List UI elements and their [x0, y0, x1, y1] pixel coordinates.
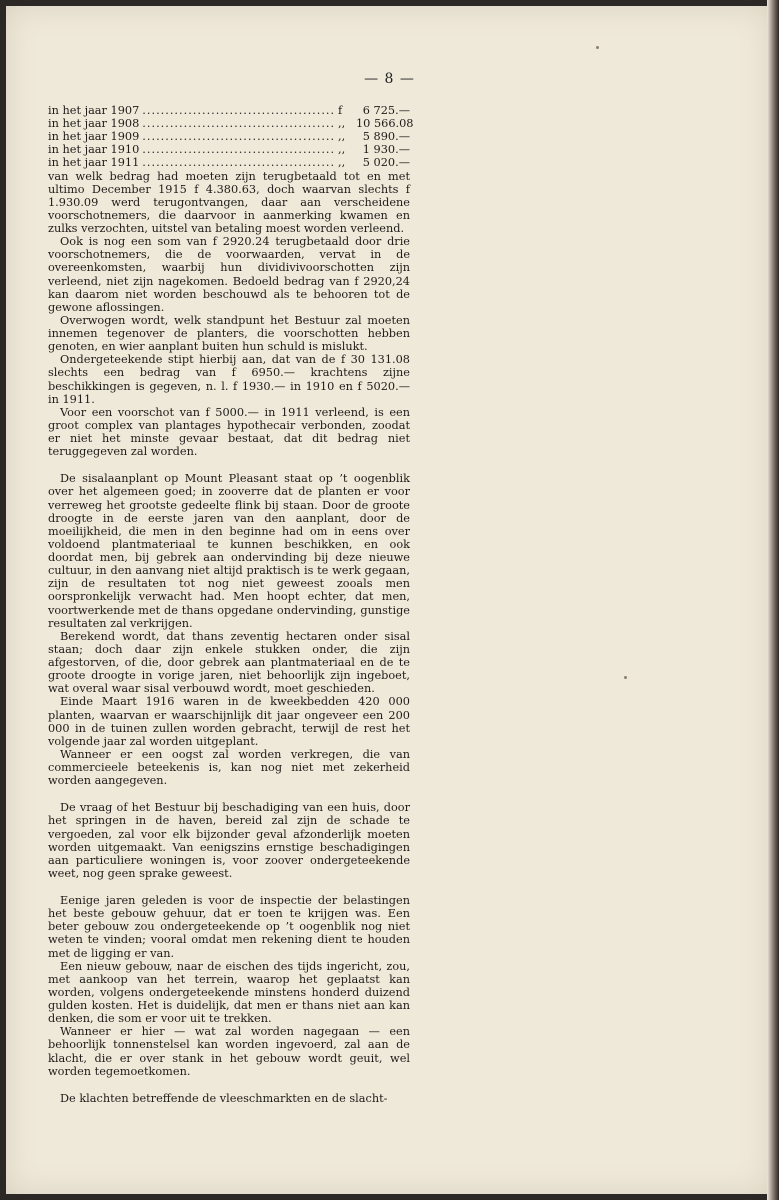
ledger-row — [48, 156, 410, 169]
ledger-amount: 5 020.— — [362, 156, 410, 170]
paragraph: Berekend wordt, dat thans zeventig hectaren onder sisal staan; doch daar zijn enkele stukken onder, die zijn afgestorven, of die, door gebrek aan plantmateriaal en de te groote droogte in vorige jaren, niet behoorlijk zijn ingeboet, wat overal waar sisal verbouwd wordt, moet geschieden. — [48, 629, 410, 696]
ledger-year: in het jaar 1907 — [48, 104, 140, 117]
ledger-row — [48, 130, 410, 143]
section-gap — [48, 458, 410, 472]
ledger-currency: ,, — [338, 143, 346, 157]
ledger-row — [48, 143, 410, 156]
leader-dots — [142, 143, 335, 156]
paragraph: Voor een voorschot van f 5000.— in 1911 verleend, is een groot complex van plantages hypothecair verbonden, zoodat er niet het minste gevaar bestaat, dat dit bedrag niet teruggegeven zal worden. — [48, 405, 410, 459]
paragraph: Eenige jaren geleden is voor de inspectie der belastingen het beste gebouw gehuur, dat er toen te krijgen was. Een beter gebouw zou ondergeteekende op ’t oogenblik nog niet weten te vinden; vooral omdat men rekening dient te houden met de ligging er van. — [48, 894, 410, 960]
paragraph: Einde Maart 1916 waren in de kweekbedden 420 000 planten, waarvan er waarschijnlijk dit jaar ongeveer een 200 000 in de tuinen zullen worden gebracht, terwijl de rest het volgende jaar zal worden uitgeplant. — [48, 695, 410, 748]
paragraph: De vraag of het Bestuur bij beschadiging van een huis, door het springen in de haven, bereid zal zijn de schade te vergoeden, zal voor elk bijzonder geval afzonderlijk moeten worden uitgemaakt. Van eenigszins ernstige beschadigingen aan particuliere woningen is, voor zoover ondergeteekende weet, nog geen sprake geweest. — [48, 801, 410, 880]
ledger-year: in het jaar 1910 — [48, 143, 140, 157]
paragraph: De klachten betreffende de vleeschmarkten en de slacht- — [60, 1091, 388, 1105]
leader-dots — [142, 104, 335, 117]
paragraph: De sisalaanplant op Mount Pleasant staat op ’t oogenblik over het algemeen goed; in zooverre dat de planten er voor verreweg het grootste gedeelte flink bij staan. Door de groote droogte in de eerste jaren van den aanplant, door de moeilijkheid, die men in den beginne had om in eens over voldoend plantmateriaal te kunnen beschikken, en ook doordat men, bij gebrek aan ondervinding bij deze nieuwe cultuur, in den aanvang niet altijd praktisch is te werk gegaan, zijn de resultaten tot nog niet geweest zooals men oorspronkelijk verwacht had. Men hoopt echter, dat men, voortwerkende met de thans opgedane ondervinding, gunstige resultaten zal verkrijgen. — [48, 472, 410, 630]
paragraph: Wanneer er een oogst zal worden verkregen, die van commercieele beteekenis is, kan nog niet met zekerheid worden aangegeven. — [48, 747, 410, 788]
paragraph: Ondergeteekende stipt hierbij aan, dat van de f 30 131.08 slechts een bedrag van f 6950.— krachtens zijne beschikkingen is gegeven, n. l. f 1930.— in 1910 en f 5020.— in 1911. — [48, 353, 410, 406]
section-gap — [48, 1078, 410, 1092]
section-gap — [48, 880, 410, 894]
leader-dots — [142, 117, 335, 130]
paragraph: Een nieuw gebouw, naar de eischen des tijds ingericht, zou, met aankoop van het terrein, waarop het geplaatst kan worden, volgens ondergeteekende minstens honderd duizend gulden kosten. Het is duidelijk, dat men er thans niet aan kan denken, die som er voor uit te trekken. — [48, 959, 410, 1026]
paragraph: Overwogen wordt, welk standpunt het Bestuur zal moeten innemen tegenover de planters, die voorschotten hebben genoten, en wier aanplant buiten hun schuld is mislukt. — [48, 313, 410, 354]
ledger-row — [48, 104, 410, 117]
paragraph: van welk bedrag had moeten zijn terugbetaald tot en met ultimo December 1915 f 4.380.63, doch waarvan slechts f 1.930.09 werd terugontvangen, daar aan verscheidene voorschotnemers, die daarvoor in aanmerking kwamen en zulks verzochten, uitstel van betaling moest worden verleend. — [48, 169, 410, 236]
paragraph: Wanneer er hier — wat zal worden nagegaan — een behoorlijk tonnenstelsel kan worden ingevoerd, zal aan de klacht, die er over stank in het gebouw wordt geuit, wel worden tegemoetkomen. — [48, 1025, 410, 1078]
ledger-amount: 5 890.— — [362, 130, 410, 144]
speck — [596, 46, 599, 49]
ledger-amount: 1 930.— — [362, 143, 410, 157]
ledger-currency: f — [338, 104, 343, 117]
ledger-year: in het jaar 1911 — [48, 156, 140, 170]
payment-ledger — [48, 104, 414, 170]
page-number: — 8 — — [364, 71, 415, 87]
ledger-row — [48, 117, 414, 131]
ledger-currency: ,, — [338, 117, 346, 131]
ledger-currency: ,, — [338, 130, 346, 144]
ledger-amount: 6 725.— — [362, 104, 410, 117]
ledger-year: in het jaar 1908 — [48, 117, 140, 131]
leader-dots — [142, 156, 335, 169]
ledger-year: in het jaar 1909 — [48, 130, 140, 144]
paragraph: Ook is nog een som van f 2920.24 terugbetaald door drie voorschotnemers, die de voorwaarden, vervat in de overeenkomsten, waarbij hun dividivivoorschotten zijn verleend, niet zijn nagekomen. Bedoeld bedrag van f 2920,24 kan daarom niet worden beschouwd als te behooren tot de gewone aflossingen. — [48, 235, 410, 314]
leader-dots — [142, 130, 335, 143]
page-edge — [767, 0, 779, 1200]
body-text — [48, 104, 414, 1105]
speck — [624, 676, 627, 679]
ledger-currency: ,, — [338, 156, 346, 170]
ledger-amount: 10 566.08 — [356, 117, 414, 131]
section-gap — [48, 787, 410, 801]
